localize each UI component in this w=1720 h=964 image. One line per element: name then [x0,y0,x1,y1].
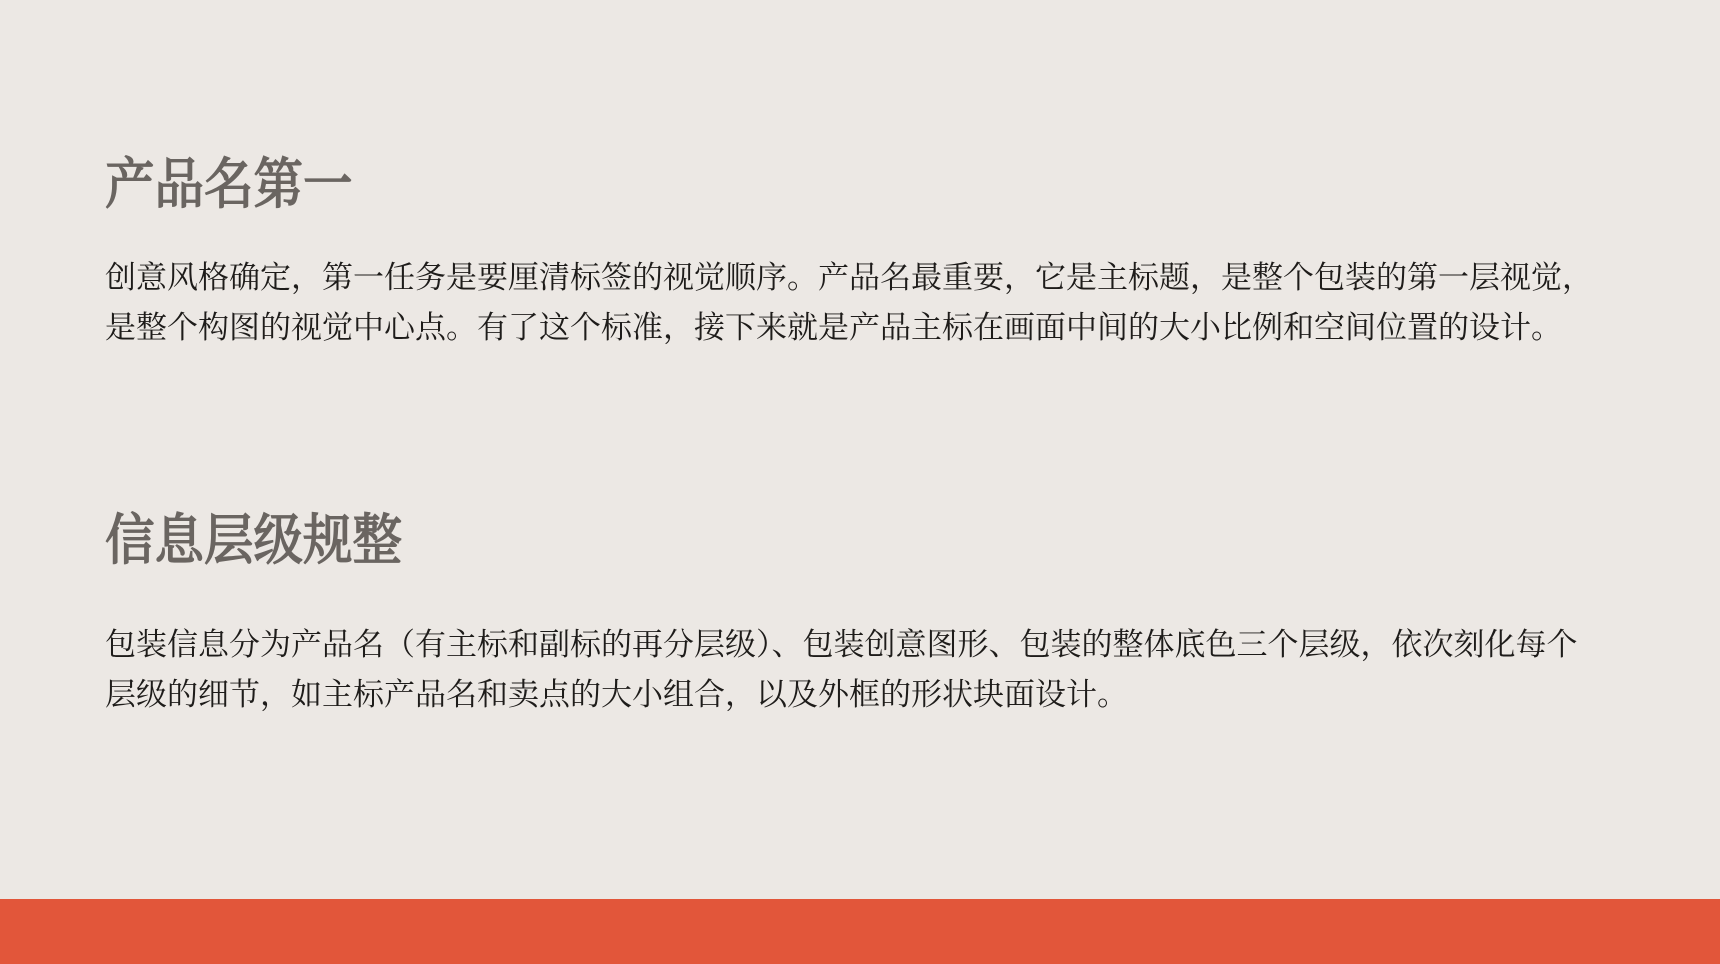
section-1-paragraph: 创意风格确定，第一任务是要厘清标签的视觉顺序。产品名最重要，它是主标题，是整个包装的第一层视觉，是整个构图的视觉中心点。有了这个标准，接下来就是产品主标在画面中间的大小比例和空间位置的设计。 [105,260,1593,345]
section-2-heading: 信息层级规整 [105,509,403,571]
section-2-paragraph: 包装信息分为产品名（有主标和副标的再分层级）、包装创意图形、包装的整体底色三个层级，依次刻化每个层级的细节，如主标产品名和卖点的大小组合，以及外框的形状块面设计。 [105,627,1578,712]
section-1-heading: 产品名第一 [105,153,353,215]
footer-accent-bar [0,899,1720,964]
